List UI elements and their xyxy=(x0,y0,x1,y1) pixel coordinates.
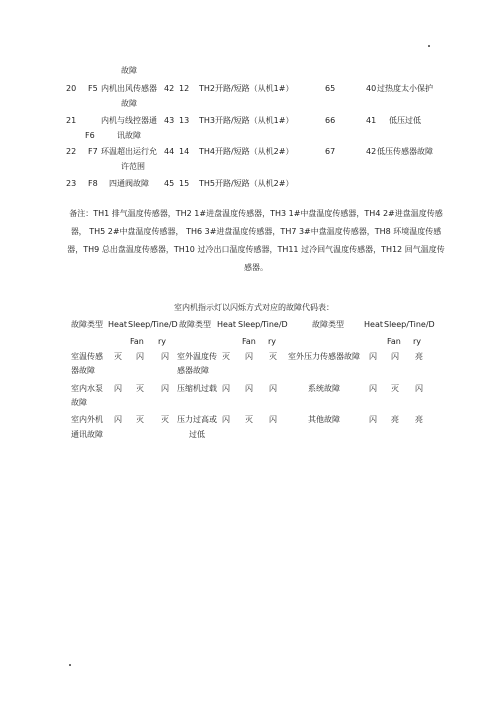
code-index: 21 xyxy=(66,116,77,125)
fault-desc: TH3开路/短路（从机1#） xyxy=(199,116,294,125)
col-header-cont: Fan xyxy=(242,337,256,346)
fault-desc-cont: 故障 xyxy=(121,99,137,108)
pre-row-text: 故障 xyxy=(121,66,137,75)
code-index: 66 xyxy=(325,116,336,125)
led-heat: 闪 xyxy=(222,415,230,424)
code-index: 67 xyxy=(325,147,336,156)
fault-type: 压缩机过载 xyxy=(177,384,217,393)
col-header-cont: Fan xyxy=(387,337,401,346)
fault-desc: 内机与线控器通 xyxy=(101,116,157,125)
col-header-cont: ry xyxy=(268,337,277,346)
led-heat: 灭 xyxy=(222,352,230,361)
led-timer: 亮 xyxy=(415,352,423,361)
led-sleep: 亮 xyxy=(391,415,399,424)
code-index: 20 xyxy=(66,84,77,93)
code-index: 13 xyxy=(179,116,190,125)
code-index: 41 xyxy=(366,116,377,125)
code-index: 15 xyxy=(179,179,190,188)
fault-type: 室外压力传感器故障 xyxy=(288,352,360,361)
led-sleep: 灭 xyxy=(136,415,144,424)
col-header-cont: ry xyxy=(413,337,422,346)
sensor-note xyxy=(66,205,446,277)
fault-type: 压力过高或 xyxy=(177,415,217,424)
code-index: 12 xyxy=(179,84,190,93)
fault-type-cont: 故障 xyxy=(71,398,87,407)
fault-code: F6 xyxy=(85,131,95,140)
corner-mark-bottom xyxy=(69,664,71,666)
col-header-cont: Fan xyxy=(130,337,144,346)
code-index: 40 xyxy=(366,84,377,93)
led-timer: 闪 xyxy=(161,352,169,361)
fault-code: F8 xyxy=(88,179,98,188)
code-index: 22 xyxy=(66,147,77,156)
code-index: 43 xyxy=(164,116,175,125)
fault-desc: 内机出风传感器 xyxy=(101,84,157,93)
col-header: 故障类型 xyxy=(312,320,344,329)
led-heat: 闪 xyxy=(114,415,122,424)
col-header: Sleep/ xyxy=(384,320,409,329)
code-index: 23 xyxy=(66,179,77,188)
led-heat: 闪 xyxy=(114,384,122,393)
code-index: 65 xyxy=(325,84,336,93)
fault-desc: 低压过低 xyxy=(389,116,421,125)
led-heat: 闪 xyxy=(222,384,230,393)
code-index: 42 xyxy=(366,147,377,156)
led-sleep: 灭 xyxy=(391,384,399,393)
fault-type-cont: 器故障 xyxy=(71,366,95,375)
corner-mark-top xyxy=(428,45,430,47)
led-sleep: 闪 xyxy=(136,352,144,361)
col-header: Tine/D xyxy=(152,320,178,329)
fault-type: 室内水泵 xyxy=(71,384,103,393)
col-header: Sleep/ xyxy=(238,320,263,329)
fault-code: F7 xyxy=(88,147,98,156)
led-timer: 闪 xyxy=(269,384,277,393)
led-timer: 灭 xyxy=(269,352,277,361)
led-sleep: 灭 xyxy=(245,415,253,424)
code-index: 44 xyxy=(164,147,175,156)
fault-desc-cont: 讯故障 xyxy=(117,131,141,140)
fault-type: 室温传感 xyxy=(71,352,103,361)
code-index: 14 xyxy=(179,147,190,156)
fault-type: 室外温度传 xyxy=(177,352,217,361)
col-header: 故障类型 xyxy=(179,320,211,329)
led-sleep: 灭 xyxy=(136,384,144,393)
fault-code: F5 xyxy=(88,84,98,93)
col-header: 故障类型 xyxy=(71,320,103,329)
fault-desc-cont: 许范围 xyxy=(121,162,145,171)
fault-desc: TH4开路/短路（从机2#） xyxy=(199,147,294,156)
led-table-title: 室内机指示灯以闪烁方式对应的故障代码表： xyxy=(174,303,334,312)
fault-type-cont: 通讯故障 xyxy=(71,430,103,439)
led-timer: 闪 xyxy=(269,415,277,424)
code-index: 42 xyxy=(164,84,175,93)
led-timer: 灭 xyxy=(161,415,169,424)
col-header: Heat xyxy=(108,320,127,329)
fault-desc: TH2开路/短路（从机1#） xyxy=(199,84,294,93)
col-header: Tine/D xyxy=(409,320,435,329)
fault-desc: 环温超出运行允 xyxy=(101,147,157,156)
fault-type-cont: 感器故障 xyxy=(177,366,209,375)
col-header: Tine/D xyxy=(262,320,288,329)
fault-desc: 四通阀故障 xyxy=(109,179,149,188)
fault-type: 其他故障 xyxy=(308,415,340,424)
fault-desc: 低压传感器故障 xyxy=(377,147,433,156)
fault-type-cont: 过低 xyxy=(189,430,205,439)
fault-type: 系统故障 xyxy=(308,384,340,393)
fault-desc: TH5开路/短路（从机2#） xyxy=(199,179,294,188)
col-header: Sleep/ xyxy=(128,320,153,329)
code-index: 45 xyxy=(164,179,175,188)
sensor-note-text: 备注：TH1 排气温度传感器，TH2 1#进盘温度传感器，TH3 1#中盘温度传感器，TH4 2#进盘温度传感器， TH5 2#中盘温度传感器， TH6 3#进盘温度传感器，TH7 3#中盘温度传感器，TH8 环境温度传感器，TH9 总出盘温度传感器，TH10 过冷出口温度传感器，TH11 过冷回气温度传感器，TH12 回气温度传感器。 xyxy=(67,209,445,272)
led-sleep: 闪 xyxy=(245,352,253,361)
led-heat: 灭 xyxy=(114,352,122,361)
fault-type: 室内外机 xyxy=(71,415,103,424)
col-header: Heat xyxy=(217,320,236,329)
led-timer: 闪 xyxy=(161,384,169,393)
col-header: Heat xyxy=(364,320,383,329)
led-heat: 闪 xyxy=(369,384,377,393)
led-sleep: 闪 xyxy=(245,384,253,393)
fault-desc: 过热度太小保护 xyxy=(377,84,433,93)
led-timer: 亮 xyxy=(415,415,423,424)
col-header-cont: ry xyxy=(158,337,167,346)
led-timer: 闪 xyxy=(415,384,423,393)
led-sleep: 闪 xyxy=(391,352,399,361)
led-heat: 闪 xyxy=(369,415,377,424)
led-heat: 闪 xyxy=(369,352,377,361)
